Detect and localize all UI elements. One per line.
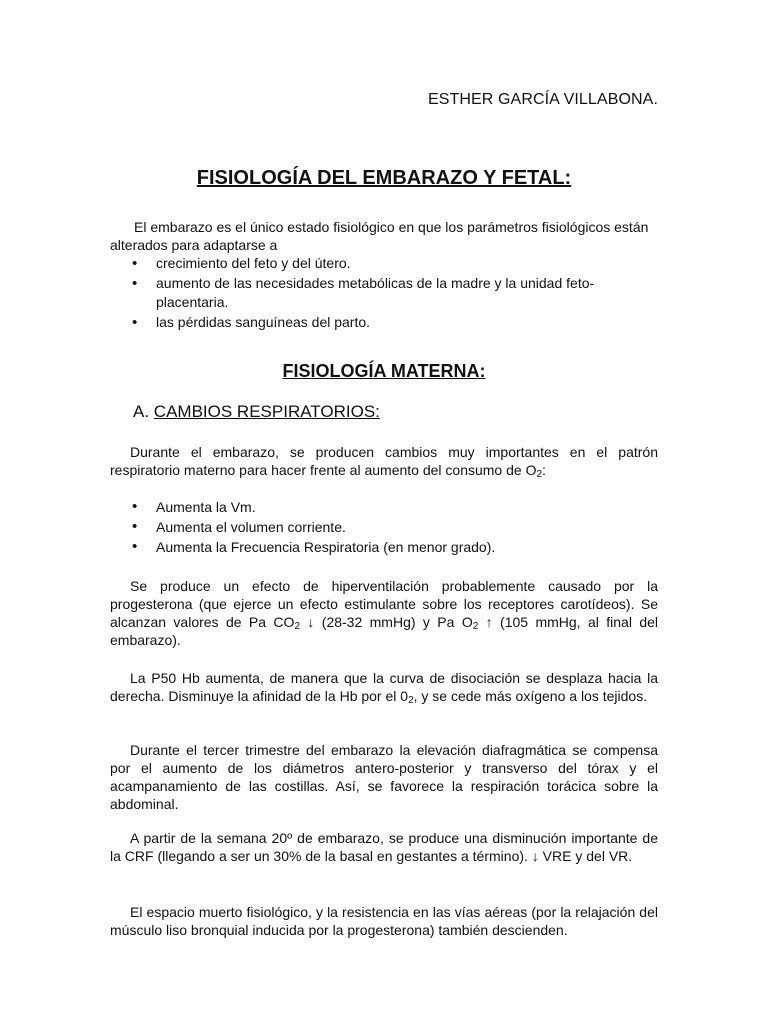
paragraph-respiratory-pattern xyxy=(110,443,658,479)
author-name: ESTHER GARCÍA VILLABONA. xyxy=(427,91,658,108)
paragraph-text: ↓ (28-32 mmHg) y Pa O xyxy=(300,614,473,630)
paragraph-text: Durante el embarazo, se producen cambios muy importantes en el patrón respiratorio materno para hacer frente al aumento del consumo de O xyxy=(110,444,658,478)
paragraph-p50 xyxy=(110,669,658,705)
paragraph-hyperventilation xyxy=(110,577,658,649)
document-title: FISIOLOGÍA DEL EMBARAZO Y FETAL: xyxy=(196,167,572,189)
paragraph-text: ↑ (105 mmHg, al final del embarazo). xyxy=(110,614,658,648)
subscript: 2 xyxy=(294,621,300,632)
intro-bullet-item: • las pérdidas sanguíneas del parto. xyxy=(110,313,660,333)
intro-bullet-item: • aumento de las necesidades metabólicas de la madre y la unidad feto-placentaria. xyxy=(110,274,660,313)
paragraph-text: El espacio muerto fisiológico, y la resistencia en las vías aéreas (por la relajación del músculo liso bronquial inducida por la progesterona) también descienden. xyxy=(110,904,658,938)
paragraph-text: A partir de la semana 20º de embarazo, se produce una disminución importante de la CRF (llegando a ser un 30% de la basal en gestantes a término). ↓ VRE y del VR. xyxy=(110,830,658,864)
paragraph-text: , y se cede más oxígeno a los tejidos. xyxy=(413,688,648,704)
paragraph-text: Durante el tercer trimestre del embarazo la elevación diafragmática se compensa por el aumento de los diámetros antero-posterior y transverso del tórax y el acampanamiento de las costillas. Así, se favorece la respiración torácica sobre la abdominal. xyxy=(110,742,658,812)
paragraph-text: : xyxy=(542,462,546,478)
subscript: 2 xyxy=(536,469,543,480)
subsection-title: CAMBIOS RESPIRATORIOS: xyxy=(153,402,380,421)
list-item: • Aumenta la Frecuencia Respiratoria (en menor grado). xyxy=(110,537,660,557)
subscript: 2 xyxy=(472,621,479,632)
intro-paragraph: El embarazo es el único estado fisiológico en que los parámetros fisiológicos están alterados para adaptarse a xyxy=(110,219,649,253)
paragraph-third-trimester xyxy=(110,741,658,813)
subscript: 2 xyxy=(408,695,414,706)
section-heading: FISIOLOGÍA MATERNA: xyxy=(282,361,486,381)
subsection-heading xyxy=(133,402,380,422)
subsection-letter: A. xyxy=(133,402,150,421)
list-item: • Aumenta el volumen corriente. xyxy=(110,517,660,537)
respiratory-changes-list xyxy=(110,497,660,557)
paragraph-text: Se produce un efecto de hiperventilación probablemente causado por la progesterona (que ejerce un efecto estimulante sobre los receptores carotídeos). Se alcanzan valores de Pa CO xyxy=(110,578,658,630)
intro-bullet-list xyxy=(110,254,660,332)
list-item: • Aumenta la Vm. xyxy=(110,497,660,517)
paragraph-text: La P50 Hb aumenta, de manera que la curva de disociación se desplaza hacia la derecha. Disminuye la afinidad de la Hb por el 0 xyxy=(110,670,658,704)
paragraph-week-20 xyxy=(110,829,658,865)
paragraph-dead-space xyxy=(110,903,658,939)
intro-section xyxy=(110,219,660,332)
intro-bullet-item: • crecimiento del feto y del útero. xyxy=(110,254,660,274)
